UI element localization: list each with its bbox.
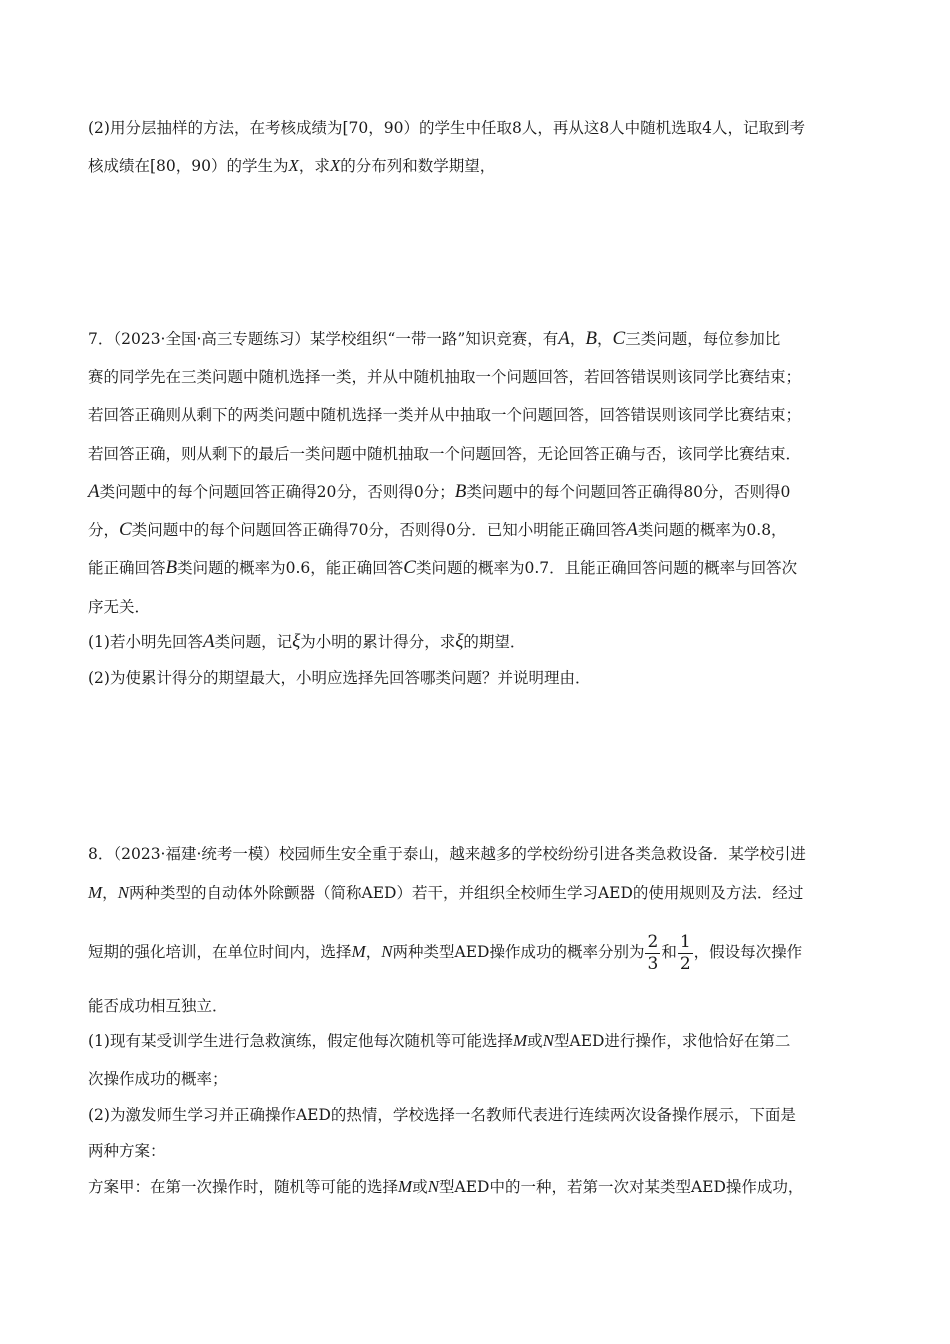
q7-line4: 若回答正确，则从剩下的最后一类问题中随机抽取一个问题回答，无论回答正确与否，该同学比赛结束． bbox=[88, 445, 802, 463]
q8-line4: 能否成功相互独立． bbox=[88, 997, 228, 1015]
q8-line3: 短期的强化培训，在单位时间内，选择M，N两种类型AED操作成功的概率分别为 $\frac{2}{3}$ 和 $\frac{1}{2}$ ，假设每次操作 bbox=[88, 931, 803, 974]
q7-line2: 赛的同学先在三类问题中随机选择一类，并从中随机抽取一个问题回答，若回答错误则该同学比赛结束； bbox=[88, 368, 802, 386]
q7-line5: A类问题中的每个问题回答正确得20分，否则得0分；B类问题中的每个问题回答正确得80分，否则得0 bbox=[88, 481, 791, 502]
q7-line7: 能正确回答B类问题的概率为0.6，能正确回答C类问题的概率为0.7．且能正确回答问题的概率与回答次 bbox=[88, 557, 798, 578]
q8-part1-line2: 次操作成功的概率； bbox=[88, 1070, 228, 1088]
q7-part2: (2)为使累计得分的期望最大，小明应选择先回答哪类问题？并说明理由． bbox=[88, 669, 591, 687]
q8-part1-line1: (1)现有某受训学生进行急救演练，假定他每次随机等可能选择M或N型AED进行操作，求他恰好在第二 bbox=[88, 1031, 791, 1050]
fraction-one-half: $\frac{1}{2}$ bbox=[679, 931, 691, 974]
fraction-two-thirds: $\frac{2}{3}$ bbox=[647, 931, 659, 974]
q7-part1: (1)若小明先回答A类问题，记ξ为小明的累计得分，求ξ的期望． bbox=[88, 631, 526, 652]
q8-plan-a: 方案甲：在第一次操作时，随机等可能的选择M或N型AED中的一种，若第一次对某类型AED操作成功， bbox=[88, 1177, 804, 1196]
q6-part2-line1: (2)用分层抽样的方法，在考核成绩为[70，90）的学生中任取8人，再从这8人中随机选取4人，记取到考 bbox=[88, 119, 806, 137]
q7-line8: 序无关． bbox=[88, 598, 151, 616]
q8-part2-line2: 两种方案： bbox=[88, 1142, 166, 1160]
q7-line1: 7．（2023·全国·高三专题练习）某学校组织“一带一路”知识竞赛，有A，B，C三类问题，每位参加比 bbox=[88, 328, 781, 349]
q7-line6: 分，C类问题中的每个问题回答正确得70分，否则得0分．已知小明能正确回答A类问题的概率为0.8， bbox=[88, 519, 787, 540]
q8-line2: M，N两种类型的自动体外除颤器（简称AED）若干，并组织全校师生学习AED的使用规则及方法．经过 bbox=[88, 883, 804, 902]
q6-part2-line2: 核成绩在[80，90）的学生为X，求X的分布列和数学期望， bbox=[88, 156, 496, 175]
q8-line1: 8．（2023·福建·统考一模）校园师生安全重于泰山，越来越多的学校纷纷引进各类急救设备．某学校引进 bbox=[88, 845, 806, 863]
q7-line3: 若回答正确则从剩下的两类问题中随机选择一类并从中抽取一个问题回答，回答错误则该同学比赛结束； bbox=[88, 406, 802, 424]
q8-part2-line1: (2)为激发师生学习并正确操作AED的热情，学校选择一名教师代表进行连续两次设备操作展示，下面是 bbox=[88, 1106, 796, 1124]
